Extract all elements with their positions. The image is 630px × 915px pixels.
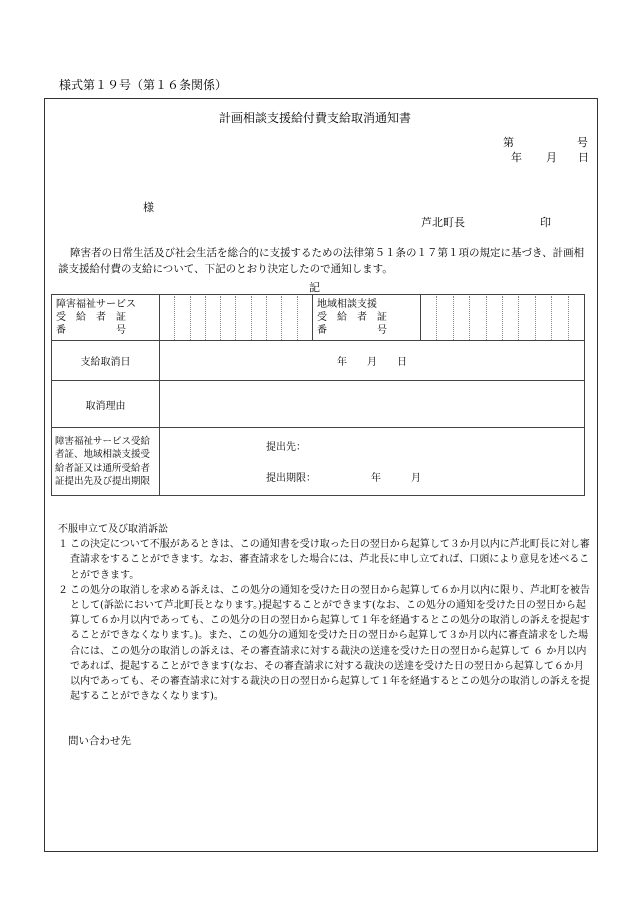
doc-number-suffix: 号: [577, 136, 588, 149]
submit-label: 障害福祉サービス受給者証、地域相談支援受給者証又は通所受給者証提出先及び提出期限: [52, 428, 160, 496]
ki-label: 記: [309, 281, 320, 294]
cert-label-cell: [52, 295, 160, 341]
intro-paragraph: [58, 245, 588, 277]
submit-to-label: 提出先：: [266, 442, 306, 453]
notice-heading: 不服申立て及び取消訴訟: [58, 524, 168, 535]
regional-cert-label-cell: [313, 295, 421, 341]
addressee-suffix: 様: [143, 201, 154, 214]
issuer-name: 芦北町長: [421, 216, 465, 229]
notice-item-number: １: [58, 539, 68, 551]
regional-cert-label-line3: 番 号: [317, 325, 387, 336]
cert-label-line1: 障害福祉サービス: [56, 299, 136, 310]
date-day-label: 日: [578, 151, 589, 164]
intro-text: 障害者の日常生活及び社会生活を総合的に支援するための法律第５１条の１７第１項の規定に基づき、計画相談支援給付費の支給について、下記のとおり決定したので通知します。: [58, 247, 585, 275]
document-title: 計画相談支援給付費支給取消通知書: [218, 111, 411, 125]
notice-item-number: ２: [58, 584, 68, 596]
date-month-label: 月: [546, 151, 557, 164]
deadline-ym: 年 月: [371, 473, 421, 484]
regional-cert-label-line1: 地域相談支援: [317, 299, 377, 310]
submit-info-cell[interactable]: [160, 428, 585, 496]
contact-label: 問い合わせ先: [68, 735, 131, 747]
cert-label-line3: 番 号: [56, 325, 126, 336]
notice-item-text: この処分の取消しを求める訴えは、この処分の通知を受けた日の翌日から起算して６か月以内に限り、芦北町を被告として(訴訟において芦北町長となります。)提起することができます(なお、この処分の通知を受けた日の翌日から起算して６か月以内であっても、この処分の日の翌日から起算して１年を経過するとこの処分の取消しの訴えを提起することができなくなります。)。また、この処分の通知を受けた日の翌日から起算して３か月以内に審査請求をした場合には、この処分の取消しの訴えは、その審査請求に対する裁決の送達を受けた日の翌日から起算して ６ か月以内であれば、提起することができます(なお、その審査請求に対する裁決の送達を受けた日の翌日から起算して６か月以内であっても、その審査請求に対する裁決の日の翌日から起算して１年を経過するとこの処分の取消しの訴えを提起することができなくなります)。: [70, 584, 590, 703]
reason-label: 取消理由: [52, 381, 160, 428]
cert-label-line2: 受 給 者 証: [56, 312, 126, 323]
appeal-notice: [58, 522, 590, 704]
seal-mark: 印: [540, 216, 551, 229]
deadline-label: 提出期限：: [266, 473, 316, 484]
reason-value[interactable]: [160, 381, 585, 428]
notice-item: [58, 583, 590, 705]
cancel-date-value[interactable]: 年 月 日: [160, 341, 585, 381]
cert-number-boxes[interactable]: [160, 295, 313, 341]
notice-item-text: この決定について不服があるときは、この通知書を受け取った日の翌日から起算して３か月以内に芦北町長に対し審査請求をすることができます。なお、審査請求をした場合には、芦北長に申し立てれば、口頭により意見を述べることができます。: [70, 539, 590, 581]
info-table: [51, 294, 585, 496]
doc-number-label: 第: [503, 136, 514, 149]
form-number: 様式第１９号（第１６条関係）: [59, 78, 228, 92]
notice-item: [58, 537, 590, 583]
regional-cert-label-line2: 受 給 者 証: [317, 312, 387, 323]
cancel-date-label: 支給取消日: [52, 341, 160, 381]
regional-cert-number-boxes[interactable]: [421, 295, 585, 341]
date-year-label: 年: [511, 151, 522, 164]
